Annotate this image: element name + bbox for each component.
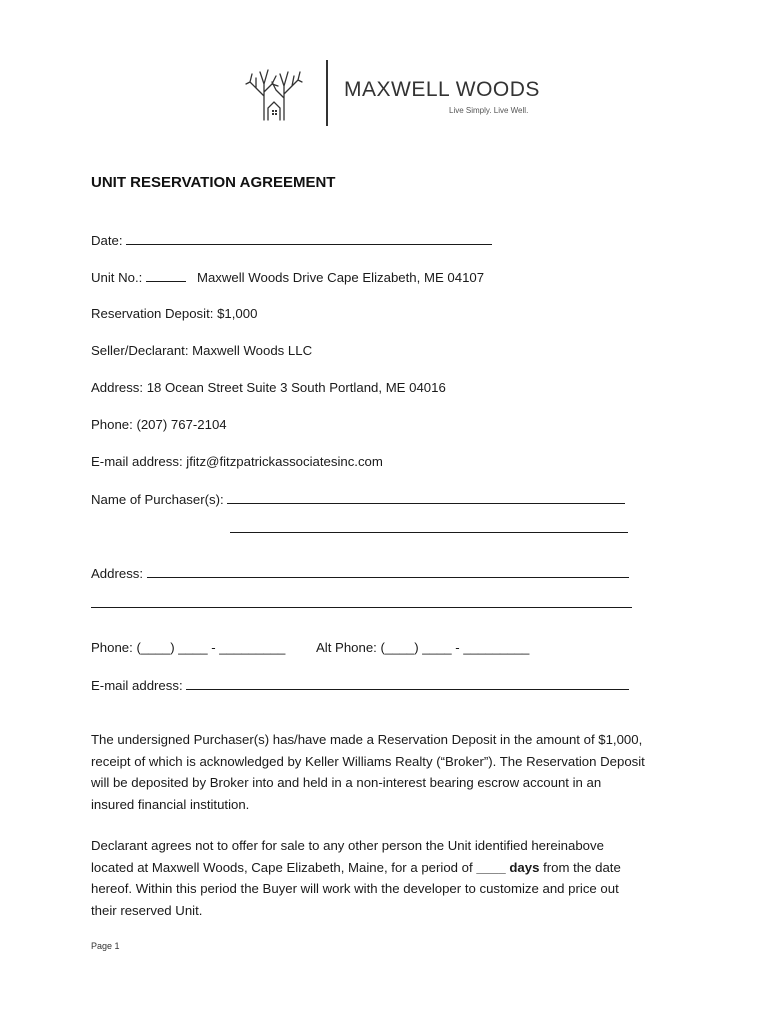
date-blank-field[interactable] <box>126 230 492 245</box>
period-text-pre: located at Maxwell Woods, Cape Elizabeth, Maine, for a period of <box>91 859 477 875</box>
paragraph-line: Declarant agrees not to offer for sale to any other person the Unit identified hereinabove <box>91 838 604 853</box>
page-title: UNIT RESERVATION AGREEMENT <box>91 174 336 191</box>
purchaser-name-row <box>91 489 625 509</box>
deposit-paragraph <box>91 729 691 815</box>
reservation-deposit: Reservation Deposit: $1,000 <box>91 306 258 321</box>
purchaser-address-label: Address: <box>91 566 144 581</box>
paragraph-line: their reserved Unit. <box>91 902 203 918</box>
maxwell-woods-logo <box>244 58 544 130</box>
unit-row <box>91 267 484 287</box>
purchaser-email-blank-field[interactable] <box>186 675 629 690</box>
purchaser-phone[interactable]: Phone: (____) ____ - _________ <box>91 640 286 655</box>
brand-tagline: Live Simply. Live Well. <box>449 106 529 115</box>
purchaser-address-second-line[interactable] <box>91 607 632 608</box>
tree-logo-icon <box>244 62 304 122</box>
unit-blank-field[interactable] <box>146 267 186 282</box>
unit-address: Maxwell Woods Drive Cape Elizabeth, ME 04107 <box>196 270 485 285</box>
purchaser-name-blank-field[interactable] <box>227 489 625 504</box>
unit-label: Unit No.: <box>91 270 143 285</box>
page-number: Page 1 <box>91 941 120 951</box>
purchaser-alt-phone[interactable]: Alt Phone: (____) ____ - _________ <box>316 640 530 655</box>
brand-name: MAXWELL WOODS <box>344 78 540 101</box>
seller-email: E-mail address: jfitz@fitzpatrickassociatesinc.com <box>91 454 383 469</box>
paragraph-line: insured financial institution. <box>91 796 250 812</box>
paragraph-line: The undersigned Purchaser(s) has/have made a Reservation Deposit in the amount of $1,000, <box>91 732 643 747</box>
purchaser-address-blank-field[interactable] <box>147 563 629 578</box>
period-text-post: from the date <box>539 859 621 875</box>
paragraph-line: will be deposited by Broker into and held in a non-interest bearing escrow account in an <box>91 775 602 790</box>
date-label: Date: <box>91 233 123 248</box>
purchaser-name-second-line[interactable] <box>230 532 628 533</box>
date-row <box>91 230 492 250</box>
purchaser-email-label: E-mail address: <box>91 678 183 693</box>
days-blank[interactable]: ____ days <box>476 859 540 875</box>
logo-divider <box>326 60 328 126</box>
seller-declarant: Seller/Declarant: Maxwell Woods LLC <box>91 343 313 358</box>
seller-phone: Phone: (207) 767-2104 <box>91 417 227 432</box>
declarant-paragraph <box>91 835 691 921</box>
seller-address: Address: 18 Ocean Street Suite 3 South Portland, ME 04016 <box>91 380 446 395</box>
paragraph-line <box>91 857 691 879</box>
purchaser-name-label: Name of Purchaser(s): <box>91 492 224 507</box>
purchaser-email-row <box>91 675 629 695</box>
paragraph-line: hereof. Within this period the Buyer will work with the developer to customize and price out <box>91 881 619 896</box>
purchaser-address-row <box>91 563 629 583</box>
paragraph-line: receipt of which is acknowledged by Keller Williams Realty (“Broker”). The Reservation Deposit <box>91 753 645 769</box>
